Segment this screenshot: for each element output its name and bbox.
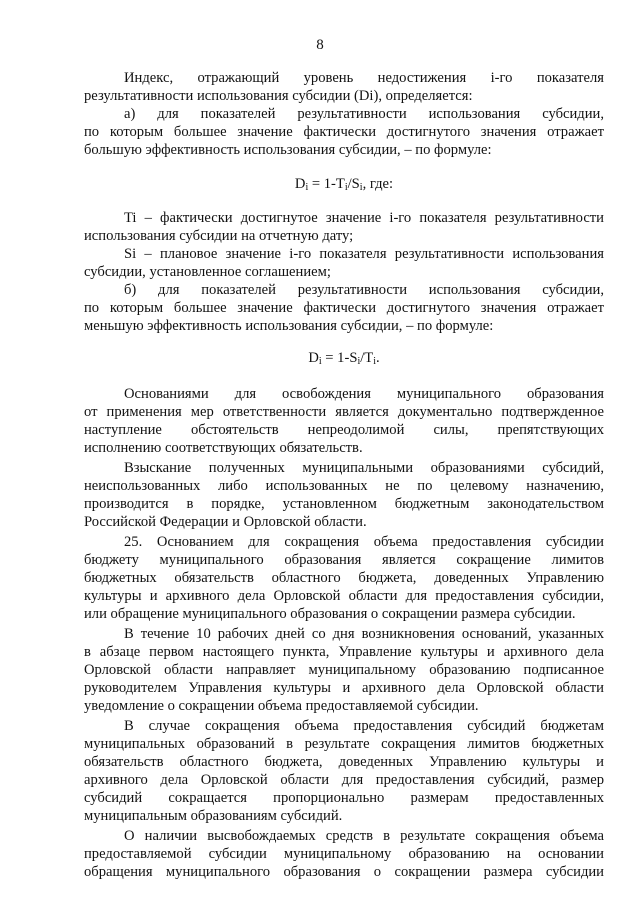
text-line: В случае сокращения объема предоставления субсидий бюджетам (124, 718, 604, 734)
text-line: по которым большее значение фактически достигнутого значения отражает (84, 300, 604, 316)
text-line: субсидии, установленное соглашением; (84, 264, 331, 280)
text-line: обращения муниципального образования о сокращении размера субсидии (84, 864, 604, 880)
text-line: б) для показателей результативности использования субсидии, (124, 282, 604, 298)
text-line: бюджету муниципального образования является сокращение лимитов (84, 552, 604, 568)
text-line: субсидий сокращается пропорционально размерам предоставленных (84, 790, 604, 806)
text-line: или обращение муниципального образования о сокращении размера субсидии. (84, 606, 576, 622)
text-line: большую эффективность использования субсидии, – по формуле: (84, 142, 492, 158)
text-line: культуры и архивного дела Орловской области для предоставления субсидии, (84, 588, 604, 604)
text-line: Индекс, отражающий уровень недостижения i-го показателя (124, 70, 604, 86)
text-line: Российской Федерации и Орловской области. (84, 514, 367, 530)
text-line: муниципальных образований в результате сокращения лимитов бюджетных (84, 736, 604, 752)
formula-1: $D_i = 1-T_i/S_i$, где: (294, 176, 394, 193)
text-line: наступление обстоятельств непреодолимой силы, препятствующих (84, 422, 604, 438)
text-line: в абзаце первом настоящего пункта, Управление культуры и архивного дела (84, 644, 604, 660)
text-line: Ti – фактически достигнутое значение i-го показателя результативности (124, 210, 604, 226)
text-line: производится в порядке, установленном бюджетным законодательством (84, 496, 604, 512)
text-line: Орловской области направляет муниципальному образованию подписанное (84, 662, 604, 678)
text-line: муниципальным образованиям субсидий. (84, 808, 343, 824)
text-line: от применения мер ответственности является документально подтвержденное (84, 404, 604, 420)
text-line: предоставляемой субсидии муниципальному образованию на основании (84, 846, 604, 862)
text-line: 25. Основанием для сокращения объема предоставления субсидии (124, 534, 604, 550)
text-line: а) для показателей результативности использования субсидии, (124, 106, 604, 122)
text-line: меньшую эффективность использования субсидии, – по формуле: (84, 318, 494, 334)
text-line: обязательств областного бюджета, доведенных Управлению культуры и (84, 754, 604, 770)
text-line: Si – плановое значение i-го показателя результативности использования (124, 246, 604, 262)
text-line: архивного дела Орловской области для предоставления субсидий, размер (84, 772, 604, 788)
text-line: руководителем Управления культуры и архивного дела Орловской области (84, 680, 604, 696)
text-line: О наличии высвобождаемых средств в результате сокращения объема (124, 828, 604, 844)
text-line: В течение 10 рабочих дней со дня возникновения оснований, указанных (124, 626, 604, 642)
text-line: неиспользованных либо использованных не по целевому назначению, (84, 478, 604, 494)
text-line: уведомление о сокращении объема предоставляемой субсидии. (84, 698, 479, 714)
text-line: исполнению соответствующих обязательств. (84, 440, 363, 456)
text-line: использования субсидии на отчетную дату; (84, 228, 354, 244)
text-line: Взыскание полученных муниципальными образованиями субсидий, (124, 460, 604, 476)
text-line: по которым большее значение фактически достигнутого значения отражает (84, 124, 604, 140)
text-line: Основаниями для освобождения муниципального образования (124, 386, 604, 402)
page-number: 8 (316, 37, 324, 53)
formula-2: $D_i = 1-S_i/T_i$. (308, 350, 380, 367)
text-line: результативности использования субсидии (Di), определяется: (84, 88, 473, 104)
text-line: бюджетных обязательств областного бюджета, доведенных Управлению (84, 570, 604, 586)
